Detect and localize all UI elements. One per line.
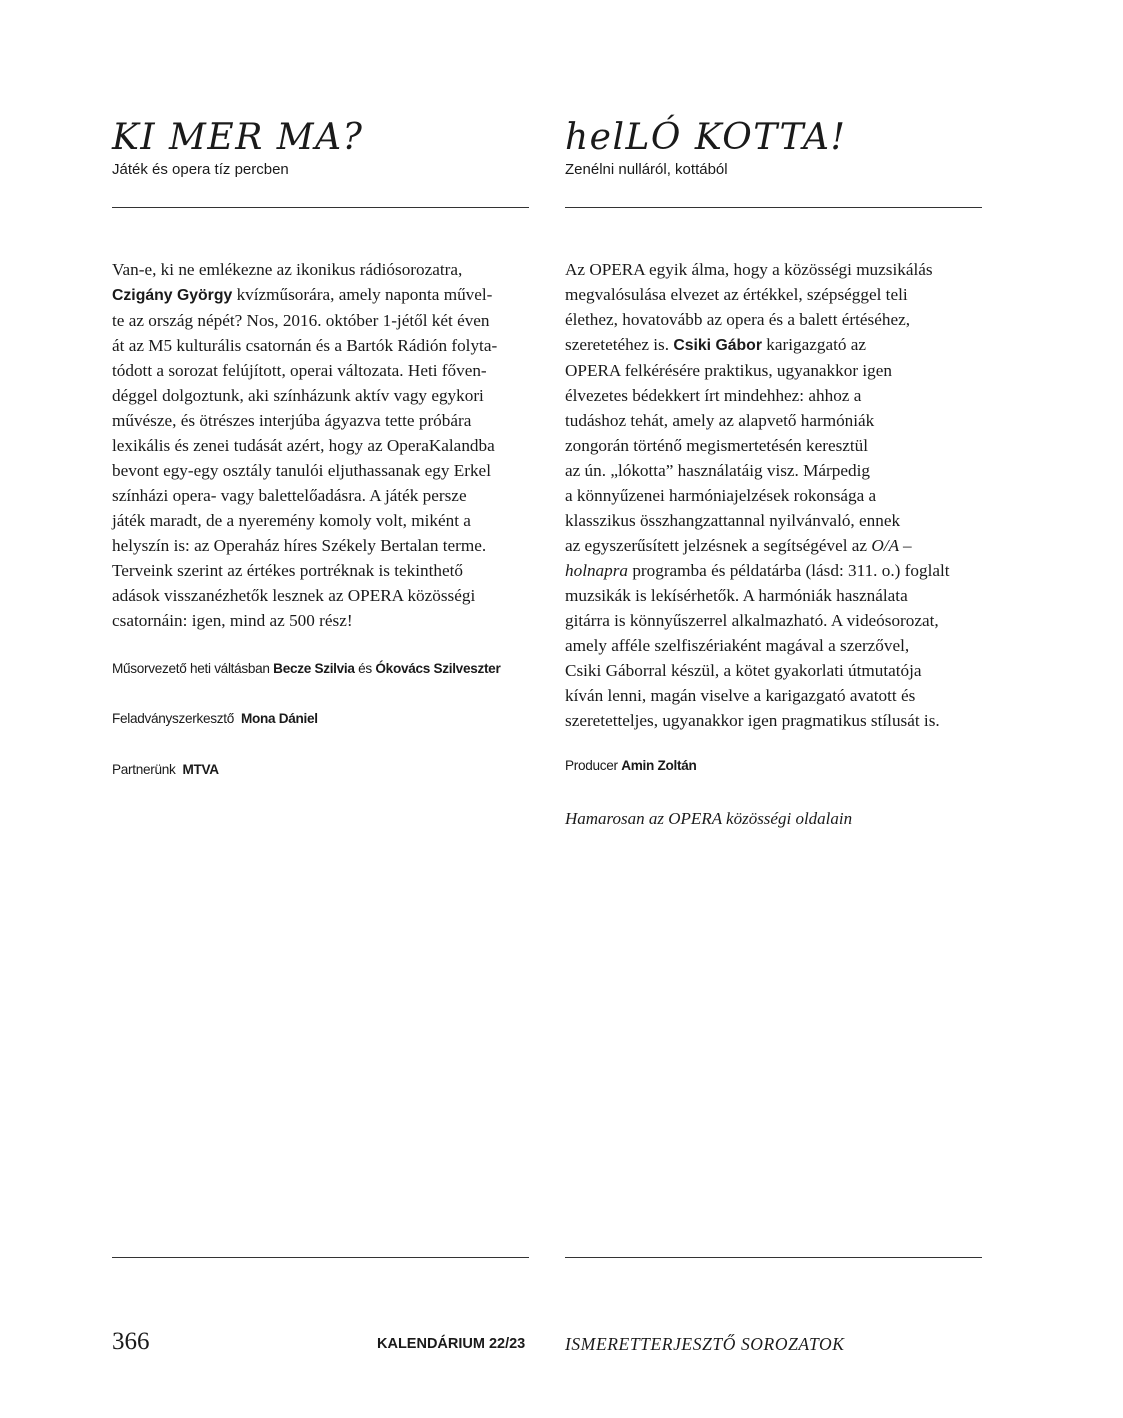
publication-title: KALENDÁRIUM 22/23 <box>377 1336 526 1352</box>
body-line: lexikális és zenei tudását azért, hogy az OperaKalandba <box>112 436 495 455</box>
body-line: élethez, hovatovább az opera és a balett értéséhez, <box>565 310 910 329</box>
right-body-text <box>565 257 985 733</box>
editor-name: Mona Dániel <box>240 711 318 726</box>
body-line: déggel dolgoztunk, aki színházunk aktív vagy egykori <box>112 386 484 405</box>
host-name-1: Becze Szilvia <box>273 661 355 676</box>
body-line: adások visszanézhetők lesznek az OPERA közösségi <box>112 586 476 605</box>
body-line: Az OPERA egyik álma, hogy a közösségi muzsikálás <box>565 260 933 279</box>
left-subtitle: Játék és opera tíz percben <box>112 161 289 178</box>
left-title: KI MER MA? <box>112 117 364 158</box>
right-title: helLÓ KOTTA! <box>565 117 847 158</box>
body-line: az ún. „lókotta” használatáig visz. Márpedig <box>565 461 870 480</box>
left-body-text <box>112 257 532 633</box>
availability-note: Hamarosan az OPERA közösségi oldalain <box>565 809 853 828</box>
program-title-holnapra: holnapra <box>565 561 629 580</box>
left-top-divider <box>112 207 529 208</box>
section-title: ISMERETTERJESZTŐ SOROZATOK <box>565 1334 845 1354</box>
body-line: amely afféle szelfiszériaként magával a szerzővel, <box>565 636 910 655</box>
body-line: színházi opera- vagy balettelőadásra. A játék persze <box>112 486 467 505</box>
body-line: bevont egy-egy osztály tanulói eljuthassanak egy Erkel <box>112 461 491 480</box>
body-line: művésze, és ötrészes interjúba ágyazva tette próbára <box>112 411 472 430</box>
body-line: kíván lenni, magán viselve a karigazgató avatott és <box>565 686 916 705</box>
producer-credit: Producer Amin Zoltán <box>565 758 697 773</box>
body-line: te az ország népét? Nos, 2016. október 1-jétől két éven <box>112 311 490 330</box>
program-title-oa: O/A – <box>871 536 912 555</box>
body-line: klasszikus összhangzattannal nyilvánvaló, ennek <box>565 511 901 530</box>
body-line: muzsikák is lekísérhetők. A harmóniák használata <box>565 586 908 605</box>
person-name-csiki: Csiki Gábor <box>673 337 762 354</box>
right-subtitle: Zenélni nulláról, kottából <box>565 161 728 178</box>
partner-name: MTVA <box>182 762 219 777</box>
editor-credit: Feladványszerkesztő Mona Dániel <box>112 711 318 726</box>
body-line: zongorán történő megismertetésén keresztül <box>565 436 869 455</box>
right-bottom-divider <box>565 1257 982 1258</box>
body-line: tódott a sorozat felújított, operai változata. Heti főven- <box>112 361 487 380</box>
body-line: gitárra is könnyűszerrel alkalmazható. A videósorozat, <box>565 611 939 630</box>
body-line: tudáshoz tehát, amely az alapvető harmóniák <box>565 411 875 430</box>
body-line: Van-e, ki ne emlékezne az ikonikus rádiósorozatra, <box>112 260 463 279</box>
body-line: OPERA felkérésére praktikus, ugyanakkor igen <box>565 361 892 380</box>
body-line: az egyszerűsített jelzésnek a segítségével az O/A – <box>565 536 912 555</box>
left-bottom-divider <box>112 1257 529 1258</box>
body-line: játék maradt, de a nyeremény komoly volt, miként a <box>112 511 471 530</box>
body-line: helyszín is: az Operaház híres Székely Bertalan terme. <box>112 536 487 555</box>
body-line: szeretetteljes, ugyanakkor igen pragmatikus stílusát is. <box>565 711 940 730</box>
person-name-czigany: Czigány György <box>112 287 233 304</box>
host-credit: Műsorvezető heti váltásban Becze Szilvia és Ókovács Szilveszter <box>112 661 501 676</box>
producer-name: Amin Zoltán <box>621 758 697 773</box>
body-line: át az M5 kulturális csatornán és a Bartók Rádión folyta- <box>112 336 498 355</box>
body-line: a könnyűzenei harmóniajelzések rokonsága a <box>565 486 877 505</box>
page-number: 366 <box>112 1328 150 1355</box>
partner-credit: Partnerünk MTVA <box>112 762 219 777</box>
body-line: csatornáin: igen, mind az 500 rész! <box>112 611 353 630</box>
body-line: Czigány György kvízműsorára, amely naponta művel- <box>112 285 493 304</box>
body-line: holnapra programba és példatárba (lásd: 311. o.) foglalt <box>565 561 950 580</box>
body-line: élvezetes bédekkert írt mindehhez: ahhoz a <box>565 386 862 405</box>
body-line: Terveink szerint az értékes portréknak is tekinthető <box>112 561 464 580</box>
right-top-divider <box>565 207 982 208</box>
body-line: megvalósulása elvezet az értékkel, szépséggel teli <box>565 285 908 304</box>
body-line: szeretetéhez is. Csiki Gábor karigazgató az <box>565 335 866 354</box>
body-line: Csiki Gáborral készül, a kötet gyakorlati útmutatója <box>565 661 922 680</box>
host-name-2: Ókovács Szilveszter <box>375 661 501 676</box>
